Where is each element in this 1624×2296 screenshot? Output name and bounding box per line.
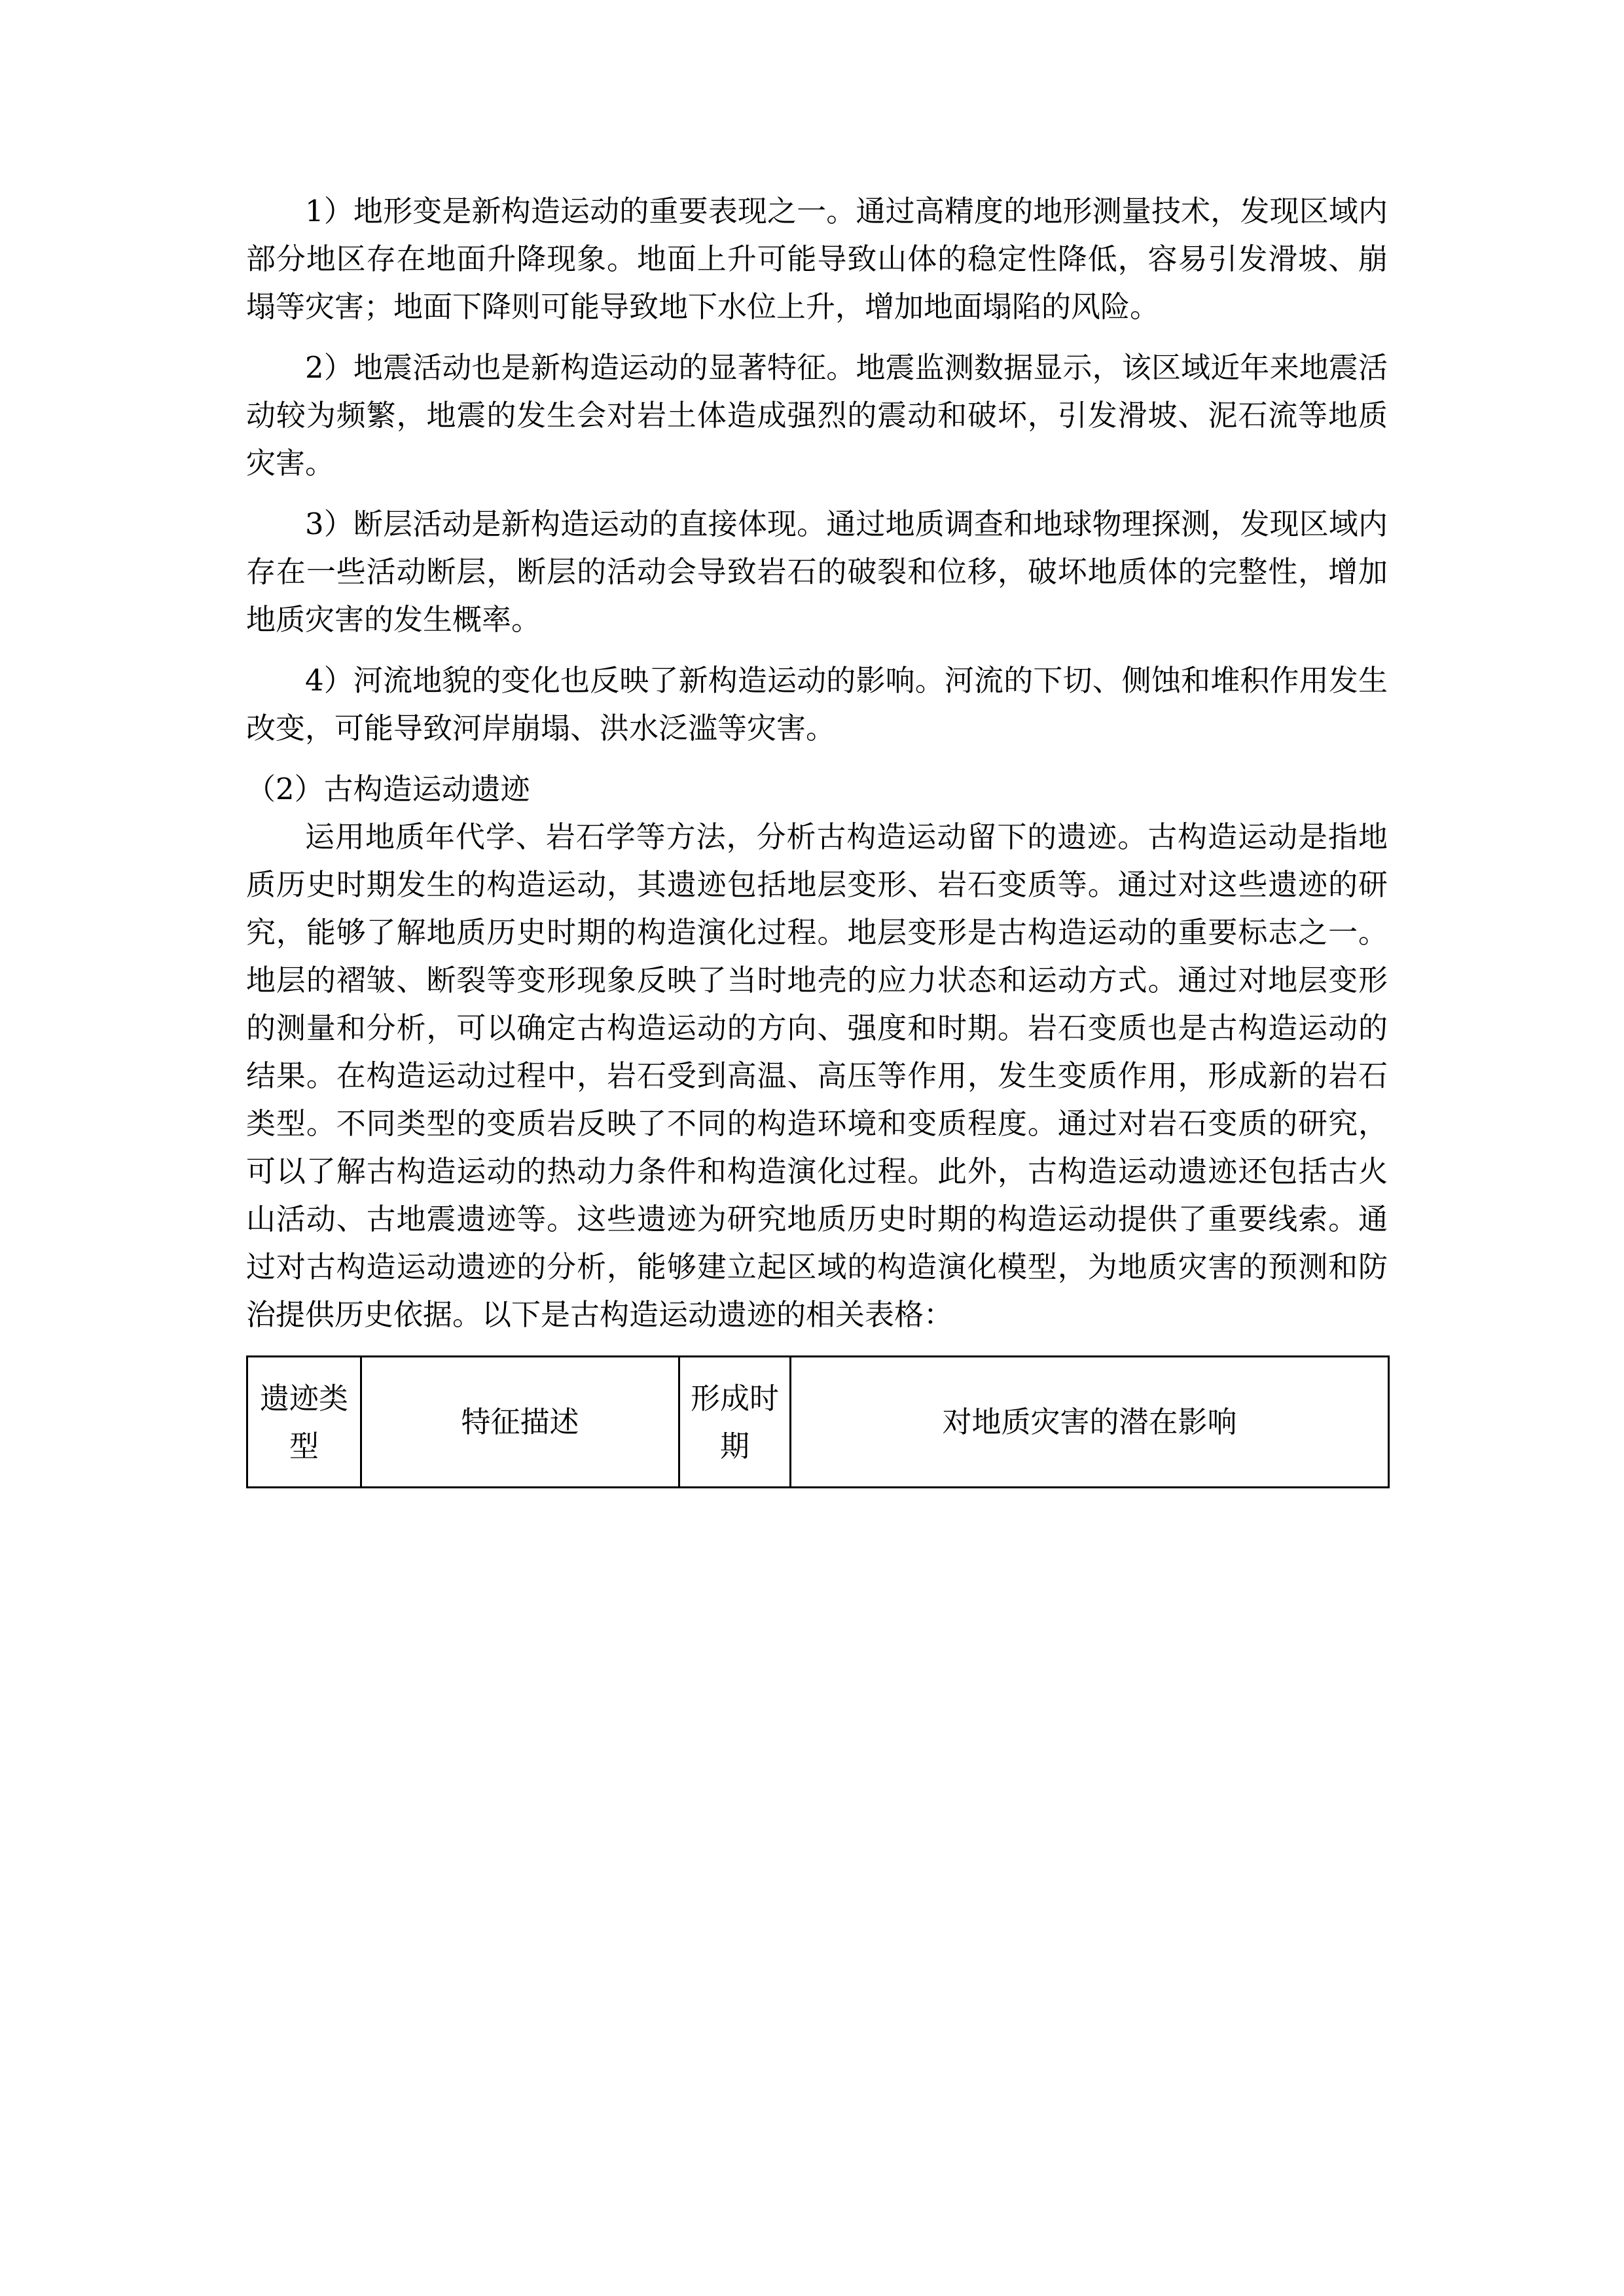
paragraph-fault-activity: 3）断层活动是新构造运动的直接体现。通过地质调查和地球物理探测，发现区域内存在一些活动断层，断层的活动会导致岩石的破裂和位移，破坏地质体的完整性，增加地质灾害的发生概率。: [246, 507, 1388, 637]
paragraph-seismic-activity: 2）地震活动也是新构造运动的显著特征。地震监测数据显示，该区域近年来地震活动较为频繁，地震的发生会对岩土体造成强烈的震动和破坏，引发滑坡、泥石流等地质灾害。: [246, 350, 1388, 480]
paragraph-terrain-deformation: 1）地形变是新构造运动的重要表现之一。通过高精度的地形测量技术，发现区域内部分地区存在地面升降现象。地面上升可能导致山体的稳定性降低，容易引发滑坡、崩塌等灾害；地面下降则可能导致地下水位上升，增加地面塌陷的风险。: [246, 194, 1388, 324]
paragraph-ancient-tectonics: 运用地质年代学、岩石学等方法，分析古构造运动留下的遗迹。古构造运动是指地质历史时期发生的构造运动，其遗迹包括地层变形、岩石变质等。通过对这些遗迹的研究，能够了解地质历史时期的构造演化过程。地层变形是古构造运动的重要标志之一。地层的褶皱、断裂等变形现象反映了当时地壳的应力状态和运动方式。通过对地层变形的测量和分析，可以确定古构造运动的方向、强度和时期。岩石变质也是古构造运动的结果。在构造运动过程中，岩石受到高温、高压等作用，发生变质作用，形成新的岩石类型。不同类型的变质岩反映了不同的构造环境和变质程度。通过对岩石变质的研究，可以了解古构造运动的热动力条件和构造演化过程。此外，古构造运动遗迹还包括古火山活动、古地震遗迹等。这些遗迹为研究地质历史时期的构造运动提供了重要线索。通过对古构造运动遗迹的分析，能够建立起区域的构造演化模型，为地质灾害的预测和防治提供历史依据。以下是古构造运动遗迹的相关表格：: [246, 819, 1388, 1332]
page-content: [246, 187, 1388, 1488]
relics-table-wrapper: [246, 1355, 1388, 1488]
header-relic-type: 遗迹类型: [247, 1357, 361, 1488]
table-header-row: [247, 1357, 1389, 1488]
relics-table: [246, 1355, 1390, 1488]
header-hazard-impact: 对地质灾害的潜在影响: [791, 1357, 1389, 1488]
paragraph-river-landform: 4）河流地貌的变化也反映了新构造运动的影响。河流的下切、侧蚀和堆积作用发生改变，可能导致河岸崩塌、洪水泛滥等灾害。: [246, 663, 1388, 745]
header-formation-period: 形成时期: [679, 1357, 791, 1488]
section-heading: （2）古构造运动遗迹: [246, 772, 530, 806]
header-feature-description: 特征描述: [361, 1357, 679, 1488]
